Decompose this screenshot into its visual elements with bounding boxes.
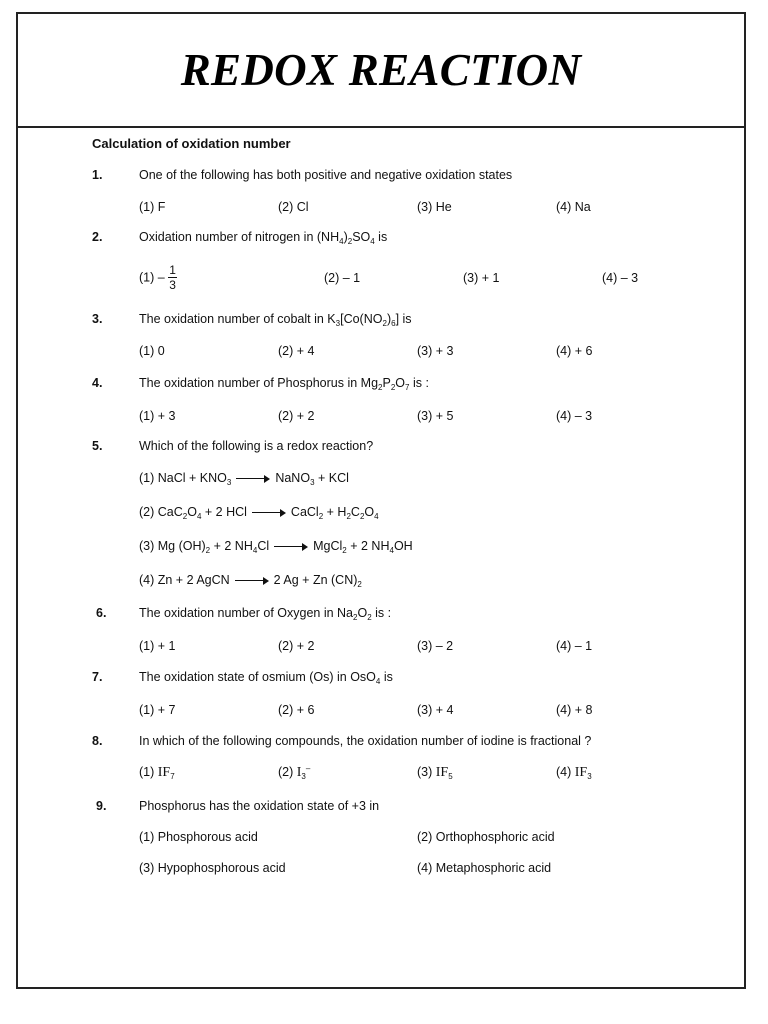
option-2: (2) Cl [278,200,309,214]
option-3: (3) He [417,200,452,214]
option-1: (1) F [139,200,166,214]
option-3: (3) + 5 [417,409,454,423]
title-header [18,14,744,128]
option-1: (1) – $\frac{1}{3}$ [139,263,176,292]
option-2: (2) $I_3^-$ [278,764,311,781]
reaction-arrow-icon [252,509,286,517]
reaction-arrow-icon [236,475,270,483]
option-4: (4) Metaphosphoric acid [417,861,552,875]
question-text: Oxidation number of nitrogen in $(NH_4)_2SO_4$ is [139,230,388,246]
reaction-option-1: (1) NaCl + $KNO_3$ NaNO$_3$ + KCl [139,471,349,487]
question-number: 1. [92,168,103,182]
option-1: (1) + 3 [139,409,176,423]
question-number: 5. [92,439,103,453]
option-4: (4) Na [556,200,591,214]
question-text: The oxidation number of Phosphorus in $Mg_2P_2O_7$ is : [139,376,429,392]
option-2: (2) Orthophosphoric acid [417,830,555,844]
reaction-option-3: (3) Mg $(OH)_2 + 2$ $NH_4Cl$ MgCl$_2$ + 2 $NH_4OH$ [139,539,413,555]
option-3: (3) + 4 [417,703,454,717]
question-number: 2. [92,230,103,244]
option-4: (4) + 6 [556,344,593,358]
question-text: The oxidation state of osmium (Os) in OsO$_4$ is [139,670,393,686]
option-2: (2) + 2 [278,409,315,423]
option-4: (4) – 3 [602,271,639,285]
question-number: 7. [92,670,103,684]
reaction-option-4: (4) Zn + 2 AgCN 2 Ag + Zn $(CN)_2$ [139,573,362,589]
question-number: 6. [96,606,107,620]
option-3: (3) + 1 [463,271,500,285]
option-4: (4) – 3 [556,409,593,423]
option-3: (3) + 3 [417,344,454,358]
reaction-option-2: (2) $CaC_2O_4 + 2$ HCl CaCl$_2$ + $H_2C_2O_4$ [139,505,379,521]
fraction: $\frac{1}{3}$ [169,263,176,292]
option-3: (3) – 2 [417,639,454,653]
option-3: (3) $IF_5$ [417,765,453,781]
option-2: (2) + 4 [278,344,315,358]
question-number: 8. [92,734,103,748]
question-number: 3. [92,312,103,326]
option-3: (3) Hypophosphorous acid [139,861,286,875]
reaction-arrow-icon [235,577,269,585]
question-text: One of the following has both positive and negative oxidation states [139,168,513,182]
section-heading: Calculation of oxidation number [92,136,291,151]
option-4: (4) $IF_3$ [556,765,592,781]
question-number: 9. [96,799,107,813]
option-1: (1) + 7 [139,703,176,717]
option-1: (1) Phosphorous acid [139,830,258,844]
question-text: The oxidation number of cobalt in $K_3[Co(NO_2)_6]$ is [139,312,412,328]
reaction-arrow-icon [274,543,308,551]
question-text: The oxidation number of Oxygen in $Na_2O_2$ is : [139,606,392,622]
question-text: Phosphorus has the oxidation state of +3 in [139,799,380,813]
question-text: Which of the following is a redox reaction? [139,439,374,453]
option-1: (1) 0 [139,344,165,358]
option-2: (2) – 1 [324,271,361,285]
option-1: (1) $IF_7$ [139,765,175,781]
option-4: (4) – 1 [556,639,593,653]
page-frame [16,12,746,989]
option-4: (4) + 8 [556,703,593,717]
question-number: 4. [92,376,103,390]
question-text: In which of the following compounds, the oxidation number of iodine is fractional ? [139,734,592,748]
page-title: REDOX REACTION [180,45,582,95]
option-1: (1) + 1 [139,639,176,653]
option-2: (2) + 2 [278,639,315,653]
option-2: (2) + 6 [278,703,315,717]
